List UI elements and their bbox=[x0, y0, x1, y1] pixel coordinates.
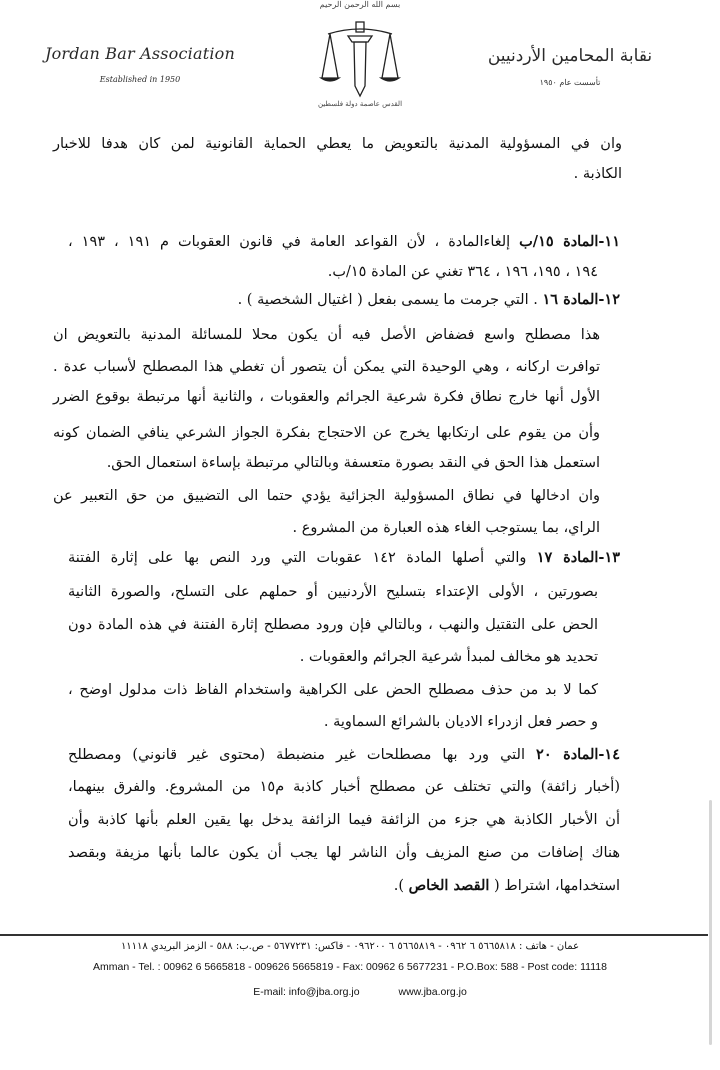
basmala-calligraphy: بسم الله الرحمن الرحيم bbox=[319, 0, 401, 9]
body-line: وان في المسؤولية المدنية بالتعويض ما يعطي الحماية القانونية لمن كان هدفا للاخبار bbox=[53, 136, 622, 152]
footer-contact-english: Amman - Tel. : 00962 6 5665818 - 009626 5665819 - Fax: 00962 6 5677231 - P.O.Box: 588 - Post code: 11118 bbox=[93, 961, 607, 973]
body-line: الأول أنها خارج نطاق فكرة شرعية الجرائم والعقوبات ، والثانية أنها مرتبطة بوقوع الضرر bbox=[53, 389, 600, 405]
body-line: بصورتين ، الأولى الإعتداء بتسليح الأردنيين أو حملهم على التسلح، والصورة الثانية bbox=[68, 584, 598, 600]
bold-lead: ١٢-المادة ١٦ bbox=[542, 291, 620, 308]
bold-lead: ١٣-المادة ١٧ bbox=[536, 549, 621, 566]
body-line: تحديد هو مخالف لمبدأ شرعية الجرائم والعقوبات . bbox=[299, 649, 598, 665]
footer-contact-arabic: عمان - هاتف : ٥٦٦٥٨١٨ ٦ ٠٩٦٢ - ٥٦٦٥٨١٩ ٦ ٠٩٦٢٠٠ - فاكس: ٥٦٧٧٢٣١ - ص.ب: ٥٨٨ - الزمز البريدي ١١١١٨ bbox=[120, 941, 580, 952]
established-arabic: تأسست عام ١٩٥٠ bbox=[539, 78, 601, 87]
list-item-12: ١٢-المادة ١٦ . التي جرمت ما يسمى بفعل ( اغتيال الشخصية ) . bbox=[237, 291, 620, 308]
bold-lead: ١٤-المادة ٢٠ bbox=[536, 746, 620, 763]
association-name-english: Jordan Bar Association bbox=[44, 44, 235, 63]
list-item-14: ١٤-المادة ٢٠ التي ورد بها مصطلحات غير منضبطة (محتوى غير قانوني) ومصطلح bbox=[68, 746, 620, 763]
body-line: هناك إضافات من صنع المزيف وأن الناشر لها يجب أن يكون عالما بأنها مزيفة وبقصد bbox=[68, 845, 620, 861]
body-line: (أخبار زائفة) والتي تختلف عن مصطلح أخبار كاذبة م١٥ من المشروع. والفرق بينهما، bbox=[68, 779, 620, 795]
body-line: الراي، بما يستوجب الغاء هذه العبارة من المشروع . bbox=[292, 520, 600, 536]
body-line: هذا مصطلح واسع فضفاض الأصل فيه أن يكون محلا للمسائلة المدنية بالتعويض ان bbox=[53, 327, 600, 343]
established-english: Established in 1950 bbox=[99, 75, 181, 84]
list-item-11 bbox=[68, 232, 620, 252]
emblem-motto: القدس عاصمة دولة فلسطين bbox=[317, 100, 403, 108]
body-line: أن الأخبار الكاذبة هي جزء من الزائفة فيما الزائفة يدخل بها يقين العلم بأنها كاذبة وأن bbox=[68, 812, 620, 828]
body-line: توافرت اركانه ، وهي الوحيدة التي يمكن أن يتصور أن تغطي هذا المصطلح لأسباب عدة . bbox=[53, 359, 600, 375]
scales-and-sword-icon bbox=[318, 0, 402, 112]
body-line: الحض على التقتيل والنهب ، وبالتالي فإن ورود مصطلح إثارة الفتنة في هذه المادة دون bbox=[68, 617, 598, 633]
body-line: ١٩٤ ، ١٩٥، ١٩٦ ، ٣٦٤ تغني عن المادة ١٥/ب. bbox=[327, 264, 598, 280]
body-line: استخدامها، اشتراط ( القصد الخاص ). bbox=[393, 877, 620, 894]
footer-website[interactable]: www.jba.org.jo bbox=[398, 986, 467, 998]
bold-lead: القصد الخاص bbox=[408, 877, 490, 894]
footer-email[interactable]: E-mail: info@jba.org.jo bbox=[253, 986, 360, 998]
footer-divider bbox=[0, 934, 708, 936]
body-line: و حصر فعل ازدراء الاديان بالشرائع السماوية . bbox=[323, 714, 598, 730]
bold-lead: ١١-المادة ١٥/ب bbox=[519, 233, 620, 250]
body-line: وأن من يقوم على ارتكابها يخرج عن الاحتجاج بفكرة الجواز الشرعي ينافي الضمان كونه bbox=[53, 425, 600, 441]
list-item-13: ١٣-المادة ١٧ والتي أصلها المادة ١٤٢ عقوبات التي ورد النص بها على إثارة الفتنة bbox=[68, 549, 621, 566]
footer-links bbox=[0, 986, 720, 998]
body-line: استعمل هذا الحق في النقد بصورة متعسفة وبالتالي مرتبطة بإساءة استعمال الحق. bbox=[106, 455, 600, 471]
scrollbar-track[interactable] bbox=[709, 800, 712, 1045]
body-line: ١١-المادة ١٥/ب إلغاءالمادة ، لأن القواعد العامة في قانون العقوبات م ١٩١ ، ١٩٣ ، bbox=[68, 233, 620, 250]
association-name-arabic: نقابة المحامين الأردنيين bbox=[487, 46, 653, 66]
body-line: كما لا بد من حذف مصطلح الحض على الكراهية واستخدام الفاظ ذات مدلول اوضح ، bbox=[68, 682, 598, 698]
body-line: وان ادخالها في نطاق المسؤولية الجزائية يؤدي حتما الى التضييق من حق التعبير عن bbox=[53, 488, 600, 504]
body-line: الكاذبة . bbox=[573, 166, 622, 182]
